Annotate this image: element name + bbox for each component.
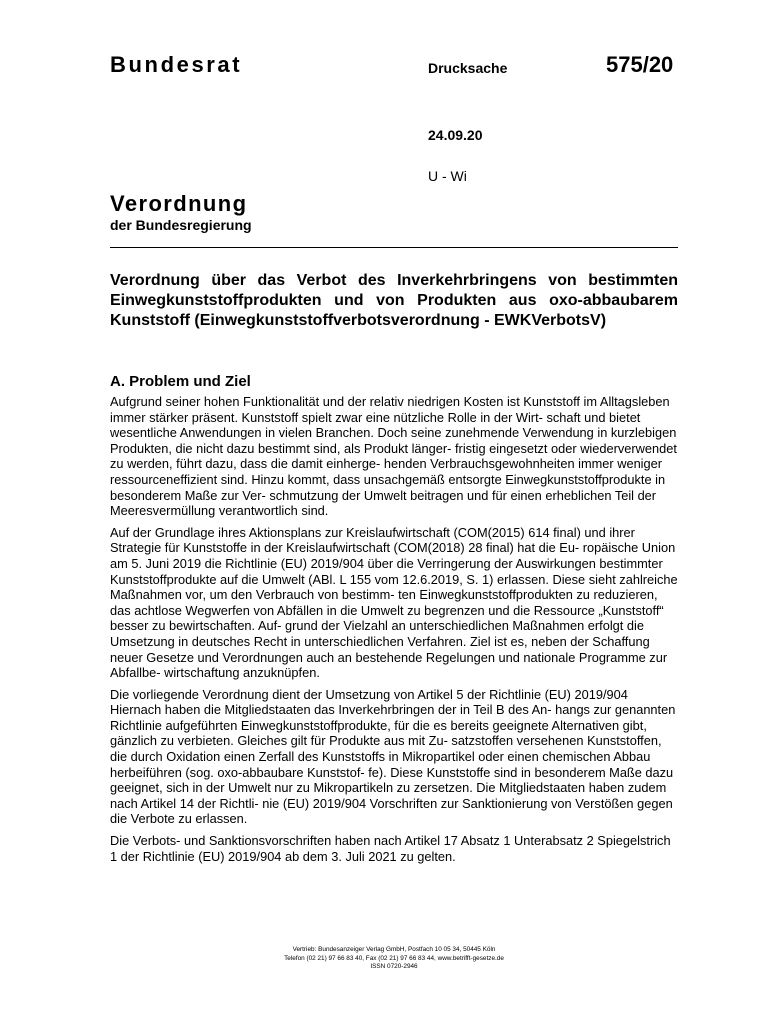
text-line: ropäische Union am 5. Juni 2019 die Richtlinie (EU) 2019/904 über die Verringerung der <box>110 540 676 571</box>
document-type: Verordnung <box>110 191 248 216</box>
text-line: ten Einwegkunststoffprodukten zu reduzieren, das achtlose Wegwerfen von Abfällen in <box>110 587 658 618</box>
text-line: Mikropartikeln zu zersetzen. Die Mitgliedstaaten haben zudem nach Artikel 14 der Richtli- <box>110 780 667 811</box>
text-line: Auf der Grundlage ihres Aktionsplans zur Kreislaufwirtschaft (COM(2015) 614 final) und <box>110 524 606 540</box>
text-line: henden Verbrauchsgewohnheiten immer weniger ressourceneffizient sind. Hinzu kommt, <box>110 456 663 487</box>
text-line: Alltagsleben immer stärker präsent. Kunststoff spielt zwar eine nützliche Rolle in der Wirt- <box>110 394 670 425</box>
paragraph-3 <box>110 687 678 827</box>
text-line: schaft und bietet wesentliche Anwendungen in vielen Branchen. Doch seine zunehmende <box>110 409 641 441</box>
drucksache-label: Drucksache <box>428 60 508 76</box>
text-line: Verwendung in kurzlebigen Produkten, die nicht dazu bestimmt sind, als Produkt länger- <box>110 425 677 456</box>
text-line: Aufgrund seiner hohen Funktionalität und der relativ niedrigen Kosten ist Kunststoff im <box>110 394 598 409</box>
text-line: nie (EU) 2019/904 Vorschriften zur Sanktionierung von Verstößen gegen die Verbote zu <box>110 795 673 827</box>
organization-name: Bundesrat <box>110 52 243 77</box>
paragraph-2 <box>110 525 678 681</box>
text-line: fe). Diese Kunststoffe sind in besonderem Maße dazu geeignet, sich in der Umwelt nur zu <box>110 764 674 796</box>
text-line: grund der Vielzahl an unterschiedlichen Maßnahmen erfolgt die Umsetzung in deutsches <box>110 618 644 649</box>
text-line: S. 1) erlassen. Diese sieht zahlreiche Maßnahmen vor, um den Verbrauch von bestimm- <box>110 571 678 603</box>
text-line: verantwortlich sind. <box>218 503 329 519</box>
text-line: 2019/904 Hiernach haben die Mitgliedstaaten das Inverkehrbringen der in Teil B des An- <box>110 686 628 718</box>
paragraph-4 <box>110 833 678 864</box>
document-title: Verordnung über das Verbot des Inverkehrbringens von bestimmten Einwegkunststoffprodukten und von Produkten aus oxo-abbaubarem Kunststoff (Einwegkunststoffverbotsverordnung - EWKVerbotsV) <box>110 272 678 329</box>
text-line: geeignete Alternativen gibt, gänzlich zu verbieten. Gleiches gilt für Produkte aus mit Zu- <box>110 717 647 749</box>
text-line: Auswirkungen bestimmter Kunststoffprodukte auf die Umwelt (ABl. L 155 vom 12.6.2019, <box>110 555 663 587</box>
text-line: die Umwelt zu begrenzen und die Ressource „Kunststoff“ besser zu bewirtschaften. Auf- <box>110 602 664 634</box>
text-line: wirtschaftung anzuknüpfen. <box>164 665 320 681</box>
header-divider <box>110 247 678 248</box>
drucksache-number: 575/20 <box>606 52 674 77</box>
committee-codes: U - Wi <box>428 168 467 184</box>
text-line: Spiegelstrich 1 der Richtlinie (EU) 2019/904 ab dem 3. Juli 2021 zu gelten. <box>110 833 671 864</box>
publisher-footer <box>110 946 678 972</box>
section-heading: A. Problem und Ziel <box>110 373 251 390</box>
document-date: 24.09.20 <box>428 127 483 143</box>
footer-contact: Telefon (02 21) 97 66 83 40, Fax (02 21) 97 66 83 44, www.betrifft-gesetze.de <box>284 954 504 962</box>
section-body <box>110 394 678 870</box>
text-line: fristig eingesetzt oder wiederverwendet zu werden, führt dazu, dass die damit einherge- <box>110 440 677 472</box>
text-line: satzstoffen versehenen Kunststoffen, die durch Oxidation einen Zerfall des Kunststoffs in <box>110 733 662 765</box>
footer-distribution: Vertrieb: Bundesanzeiger Verlag GmbH, Postfach 10 05 34, 50445 Köln <box>292 946 496 953</box>
footer-issn: ISSN 0720-2946 <box>370 963 418 970</box>
text-line: Mikropartikel oder einen chemischen Abbau herbeiführen (sog. oxo-abbaubare Kunststof- <box>110 749 651 780</box>
document-subtype: der Bundesregierung <box>110 217 252 233</box>
text-line: erlassen. <box>195 811 248 827</box>
text-line: hangs zur genannten Richtlinie aufgeführten Einwegkunststoffprodukte, für die es bereits <box>110 702 676 733</box>
text-line: dass unsachgemäß entsorgte Einwegkunststoffprodukte in besonderem Maße zur Ver- <box>110 471 666 503</box>
text-line: Die Verbots- und Sanktionsvorschriften haben nach Artikel 17 Absatz 1 Unterabsatz 2 <box>110 833 594 849</box>
text-line: ihrer Strategie für Kunststoffe in der Kreislaufwirtschaft (COM(2018) 28 final) hat die Eu- <box>110 524 635 556</box>
paragraph-1 <box>110 394 678 519</box>
text-line: schmutzung der Umwelt beitragen und für einen erheblichen Teil der Meeresvermüllung <box>110 487 657 519</box>
text-line: Recht in unterschiedlichen Verfahren. Ziel ist es, neben der Schaffung neuer Gesetze und <box>110 633 650 665</box>
text-line: Verordnungen auch an bestehende Regelungen und nationale Programme zur Abfallbe- <box>110 649 668 681</box>
text-line: Die vorliegende Verordnung dient der Umsetzung von Artikel 5 der Richtlinie (EU) <box>110 686 571 702</box>
